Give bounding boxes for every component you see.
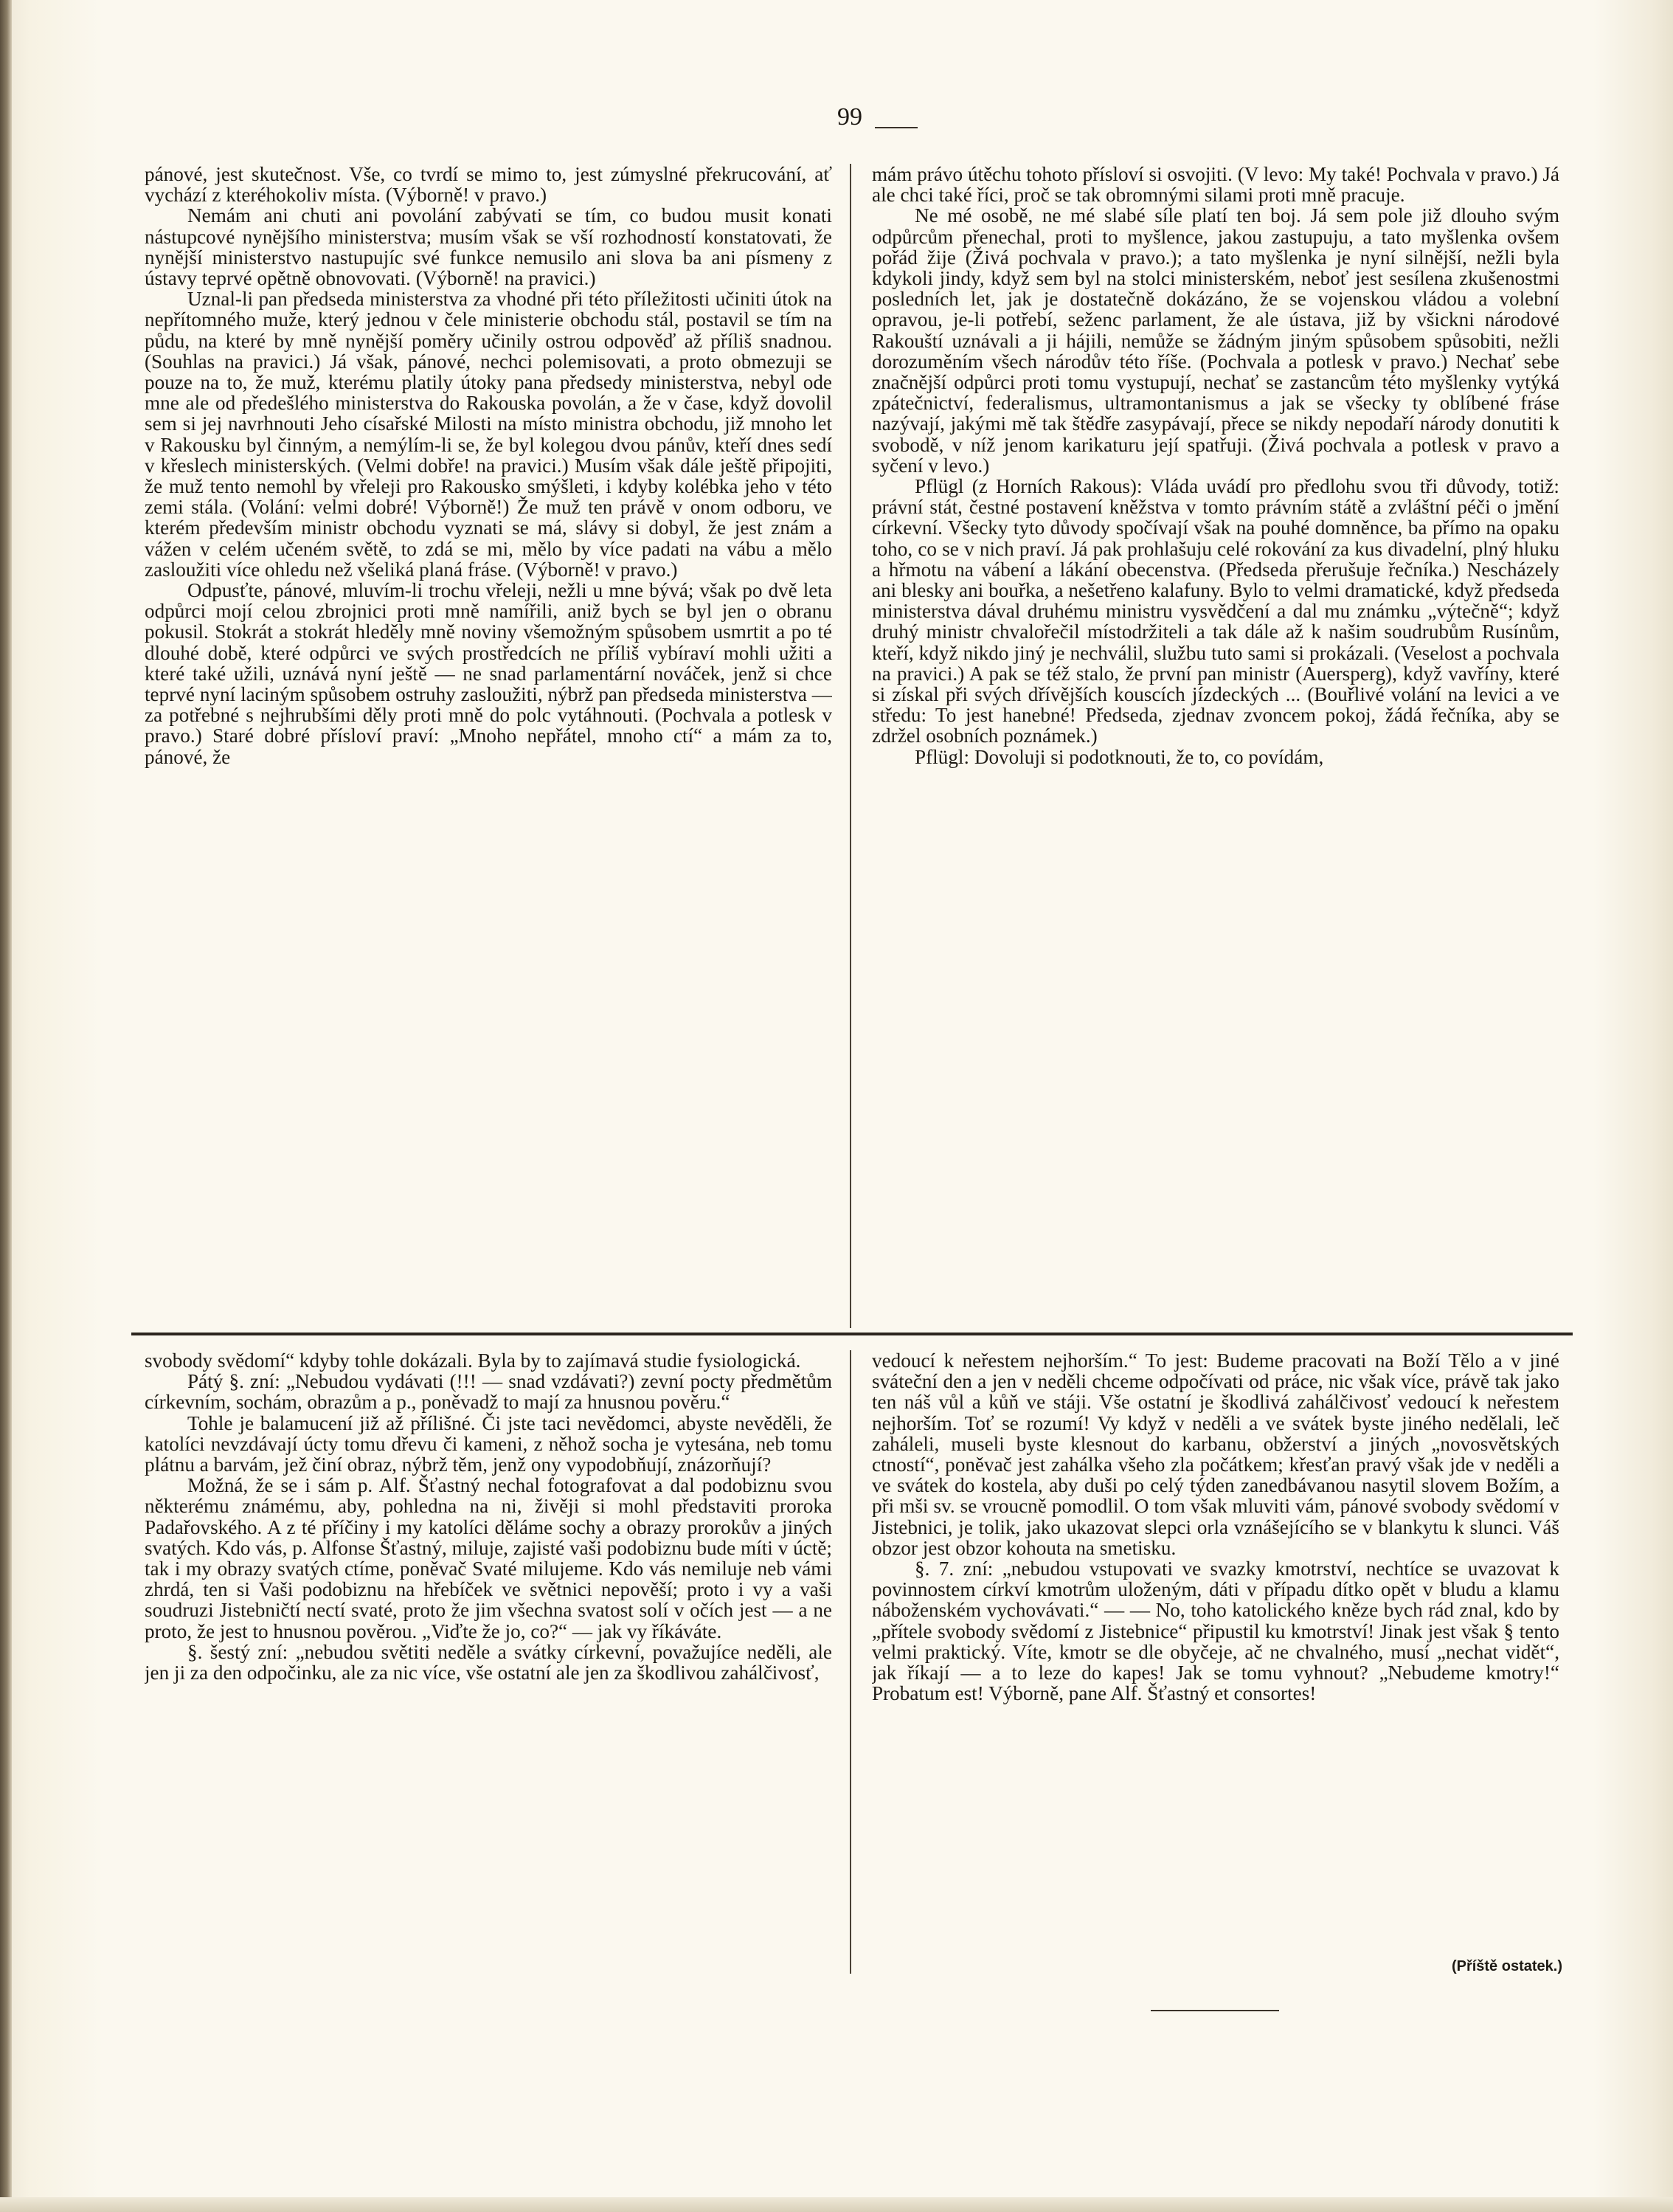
top-left-column: [145, 164, 832, 1327]
paragraph: Uznal-li pan předseda ministerstva za vhodné při této příležitosti učiniti útok na nepřítomného muže, který jednou v čele ministerie obchodu stál, postavil se tím na půdu, na které by mně nynější poměry učinily ostrou odpověď až příliš snadnou. (Souhlas na pravici.) Já však, pánové, nechci polemisovati, a proto obmezuji se pouze na to, že muž, kterému platily útoky pana předsedy ministerstva, nebyl ode mne ale od předešlého ministerstva do Rakouska povolán, a že v čase, když dovolil sem si jej navrhnouti Jeho císařské Milosti na místo ministra obchodu, již mnoho let v Rakousku byl činným, a nemýlím-li se, že byl kolegou dvou pánův, kteří dnes sedí v křeslech ministerských. (Velmi dobře! na pravici.) Musím však dále ještě připojiti, že muž tento nemohl by vřeleji pro Rakousko smýšleti, i kdyby kolébka jeho v této zemi stála. (Volání: velmi dobré! Výborně!) Že muž ten právě v onom odboru, ve kterém především ministr obchodu vyznati se má, slávy si dobyl, že jest znám a vážen v celém učeném světě, to zdá se mi, mělo by více padati na vábu a mělo zasloužiti více ohledu než všeliká planá fráse. (Výborně! v pravo.): [145, 288, 832, 581]
paragraph: Odpusťte, pánové, mluvím-li trochu vřeleji, nežli u mne bývá; však po dvě leta odpůrci mojí celou zbrojnici proti mně namířili, aniž bych se byl jen o obranu pokusil. Stokrát a stokrát hleděly mně noviny všemožným spůsobem usmrtit a po té dlouhé době, které odpůrci ve svých prostředcích ne příliš vybíraví mohli užiti a které také užili, uznává nyní ještě — ne snad parlamentární nováček, jenž si chce teprvé nyní laciným spůsobem ostruhy zasloužiti, nýbrž pan předseda ministerstva — za potřebné s nejhrubšími děly proti mně do polc vytáhnouti. (Pochvala a potlesk v pravo.) Staré dobré přísloví praví: „Mnoho nepřátel, mnoho ctí“ a mám za to, pánové, že: [145, 579, 832, 768]
paragraph: vedoucí k neřestem nejhorším.“ To jest: Budeme pracovati na Boží Tělo a v jiné sváteční den a jen v neděli chceme odpočívati od práce, nic však více, právě tak jako ten náš vůl a kůň ve stáji. Vše ostatní je škodlivá zahálčivosť vedoucí k neřestem nejhorším. Toť se rozumí! Vy když v neděli a ve svátek byste jiného nedělali, leč zaháleli, museli byste klesnout do karbanu, obžerství a jiných „novosvětských ctností“, poněvač jest zahálka všeho zla počátkem; křesťan pravý však jde v neděli a ve svátek do kostela, aby duši po celý týden zanedbávanou nasytil slovem Božím, a při mši sv. se vroucně pomodlil. O tom však mluviti vám, pánové svobody svědomí v Jistebnici, je tolik, jako ukazovat slepci orla vznášejícího se v blankytu k slunci. Váš obzor jest obzor kohouta na smetisku.: [872, 1350, 1559, 1559]
column-divider: [850, 1350, 851, 1974]
column-divider: [850, 164, 851, 1328]
bottom-right-column: [872, 1350, 1559, 1976]
paragraph: Pflügl: Dovoluji si podotknouti, že to, co povídám,: [915, 745, 1324, 768]
paragraph: Ne mé osobě, ne mé slabé síle platí ten boj. Já sem pole již dlouho svým odpůrcům přenechal, proti to myšlence, jakou zastupuju, a tato myšlenka ovšem pořád žije (Živá pochvala v pravo.); a tato myšlenka je nyní silnější, nežli byla kdykoli jindy, když sem byl na stolci ministerském, neboť jest sesílena zkušenostmi posledních let, jak je dostatečně dokázáno, že se vojenskou vládou a volební opravou, je-li potřebí, seženc parlament, že ale ústava, již by všickni národové Rakouští uznávali a ji hájili, nemůže se žádným jiným spůsobem spůsobiti, nežli dorozuměním všech národův této říše. (Pochvala a potlesk v pravo.) Nechať sebe značnější odpůrci proti tomu vystupují, nechať se zastancům této myšlenky vytýká zpátečnictví, federalismus, ultramontanismus a jak se všecky ty oblíbené fráse nazývají, jakými mě tak štědře zasypávají, přece se nikdy nepodaří národy donutiti k svobodě, v níž jenom karikaturu její spatřuji. (Živá pochvala a potlesk v pravo a syčení v levo.): [872, 204, 1559, 477]
paragraph: Pátý §. zní: „Nebudou vydávati (!!! — snad vzdávati?) zevní pocty předmětům církevním, sochám, obrazům a p., poněvadž to mají za hnusnou pověru.“: [145, 1370, 832, 1414]
page-bottom-edge: [0, 2197, 1673, 2212]
paragraph: Nemám ani chuti ani povolání zabývati se tím, co budou musit konati nástupcové nynějšího ministerstva; musím však se vší rozhodností konstatovati, že nynější ministerstvo nastupujíc své funkce nemusilo ani slova ba ani písmeny z ústavy teprvé opětně obnovovati. (Výborně! na pravici.): [145, 204, 832, 290]
paragraph: pánové, jest skutečnost. Vše, co tvrdí se mimo to, jest zúmyslné překrucování, ať vychází z kteréhokoliv místa. (Výborně! v pravo.): [145, 164, 832, 207]
end-rule: [1151, 2010, 1279, 2011]
bottom-left-column: [145, 1350, 832, 1976]
section-separator: [131, 1333, 1573, 1335]
paragraph: Možná, že se i sám p. Alf. Šťastný nechal fotografovat a dal podobiznu svou některému známému, aby, pohledna na ni, živěji si mohl představiti proroka Padařovského. A z té příčiny i my katolíci děláme sochy a obrazy prorokův a jiných svatých. Kdo vás, p. Alfonse Šťastný, miluje, zajisté vaši podobiznu bude míti v úctě; tak i my obrazy svatých ctíme, poněvač Svaté milujeme. Kdo vás nemiluje neb vámi zhrdá, ten si Vaši podobiznu na hřebíček ve světnici nepověší; proto i vy a vaši soudruzi Jistebničtí nectí svaté, proto že jim všechna svatost solí v očích jest — a ne proto, že jest to hnusnou pověrou. „Viďte že jo, co?“ — jak vy říkáváte.: [145, 1474, 832, 1642]
paragraph: Pflügl (z Horních Rakous): Vláda uvádí pro předlohu svou tři důvody, totiž: právní stát, čestné postavení kněžstva v tomto právním státě a zvláštní péči o jmění církevní. Všecky tyto důvody spočívají však na pouhé domněnce, ba přímo na opaku toho, co se v nich praví. Já pak prohlašuju celé rokování za kus divadelní, plný hluku a hřmotu na vábení a lákání obecenstva. (Předseda přerušuje řečníka.) Nescházely ani blesky ani bouřka, a nešetřeno kalafuny. Bylo to velmi dramatické, když předseda ministerstva dával druhému ministru vysvědčení a dal mu známku „výtečně“; když druhý ministr chvalořečil místodržiteli a tak dále až k našim soudrubům Rusínům, kteří, když nikdo jiný je nechválil, službu tuto sami si prokázali. (Veselost a pochvala na pravici.) A pak se též stalo, že první pan ministr (Auersperg), když vavříny, které si získal při svých dřívějších kouscích jízdeckých ... (Bouřlivé volání na levici a ve středu: To jest hanebné! Předseda, zjednav zvoncem pokoj, žádá řečníka, aby se zdržel osobních poznámek.): [872, 475, 1559, 747]
paragraph: §. šestý zní: „nebudou světiti neděle a svátky církevní, považujíce neděli, ale jen ji za den odpočinku, ale za nic více, vše ostatní ale jen za škodlivou zahálčivosť,: [145, 1640, 832, 1684]
paragraph: mám právo útěchu tohoto přísloví si osvojiti. (V levo: My také! Pochvala v pravo.) Já ale chci také říci, proč se tak obromnými silami proti mně pracuje.: [872, 164, 1559, 207]
paragraph: Tohle je balamucení již až přílišné. Či jste taci nevědomci, abyste nevěděli, že katolíci nevzdávají úcty tomu dřevu či kameni, z něhož socha je vytesána, neb tomu plátnu a barvám, jež činí obraz, nýbrž těm, jenž ony vypodobňují, znázorňují?: [145, 1411, 832, 1476]
page-edge-shadow: [0, 0, 12, 2212]
top-right-column: [872, 164, 1559, 1327]
page-number: 99: [837, 103, 862, 131]
paragraph: svobody svědomí“ kdyby tohle dokázali. Byla by to zajímavá studie fysiologická.: [145, 1350, 801, 1372]
paragraph: §. 7. zní: „nebudou vstupovati ve svazky kmotrství, nechtíce se uvazovat k povinnostem církví kmotrům uloženým, dáti v případu dítko opět v bludu a klamu náboženském vychovávati.“ — — No, toho katolického kněze bych rád znal, kdo by „přítele svobody svědomí z Jistebnice“ připustil ku kmotrství! Jinak jest však § tento velmi praktický. Víte, kmotr se dle obyčeje, ač ne chvalného, musí „nechat vidět“, jak říkají — a to leze do kapes! Jak se tomu vyhnout? „Nebudeme kmotry!“ Probatum est! Výborně, pane Alf. Šťastný et consortes!: [872, 1558, 1559, 1705]
continuation-note: (Příště ostatek.): [1451, 1958, 1562, 1974]
page-number-rule: [875, 127, 918, 128]
